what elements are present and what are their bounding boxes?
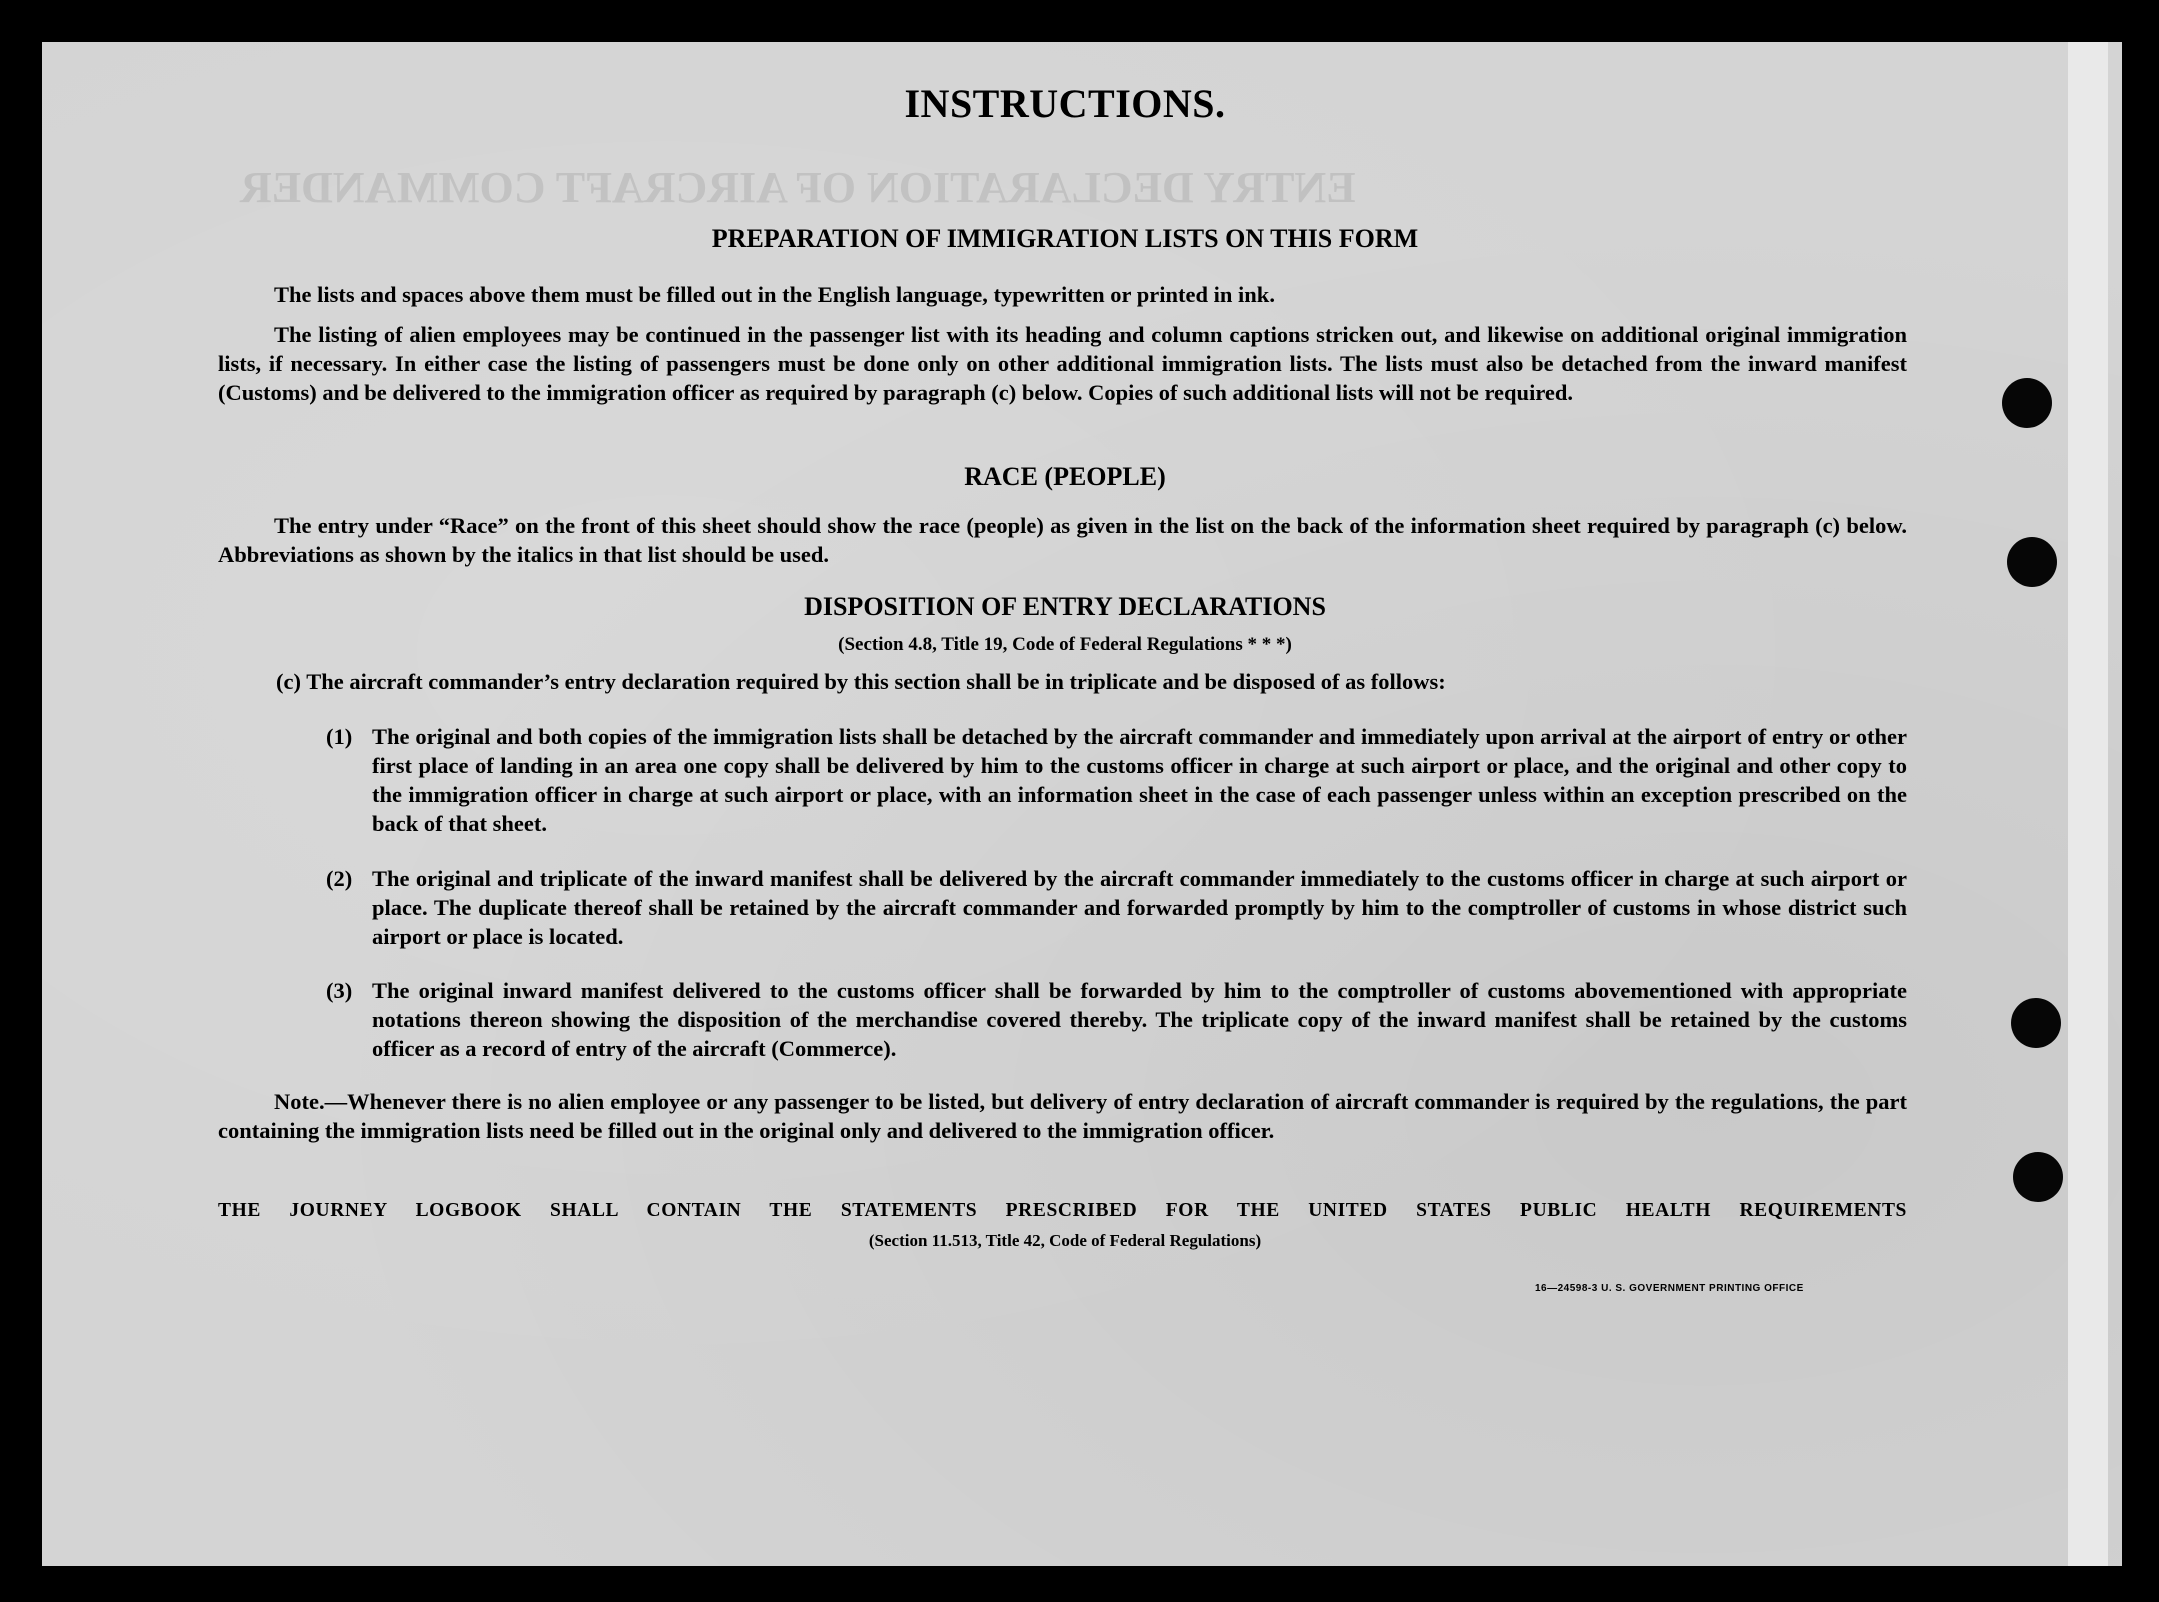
disposition-heading: DISPOSITION OF ENTRY DECLARATIONS <box>804 592 1326 621</box>
item-number: (1) <box>326 724 353 749</box>
item-text: The original inward manifest delivered to the customs officer shall be forwarded by him to the comptroller of customs abovementioned with appropriate notations thereon showing the disposition of the merchandise covered thereby. The triplicate copy of the inward manifest shall be retained by the customs officer as a record of entry of the aircraft (Commerce). <box>372 978 1907 1061</box>
preparation-paragraph-2: The listing of alien employees may be continued in the passenger list with its heading and column captions stricken out, and likewise on additional original immigration lists, if necessary. In either case the listing of passengers must be done only on other additional immigration lists. The lists must also be detached from the inward manifest (Customs) and be delivered to the immigration officer as required by paragraph (c) below. Copies of such additional lists will not be required. <box>218 322 1907 405</box>
printer-mark: 16—24598-3 U. S. GOVERNMENT PRINTING OFFICE <box>1535 1283 1804 1294</box>
public-health-statement: THE JOURNEY LOGBOOK SHALL CONTAIN THE STATEMENTS PRESCRIBED FOR THE UNITED STATES PUBLIC HEALTH REQUIREMENTS <box>218 1200 1907 1221</box>
punch-hole-3 <box>2011 998 2061 1048</box>
item-number: (3) <box>326 978 353 1003</box>
race-heading: RACE (PEOPLE) <box>964 462 1166 491</box>
disposition-item <box>326 864 1907 951</box>
item-text: The original and triplicate of the inward manifest shall be delivered by the aircraft commander immediately to the customs officer in charge at such airport or place. The duplicate thereof shall be retained by the aircraft commander and forwarded promptly by him to the comptroller of customs in whose district such airport or place is located. <box>372 866 1907 949</box>
item-number: (2) <box>326 866 353 891</box>
race-paragraph: The entry under “Race” on the front of this sheet should show the race (people) as given in the list on the back of the information sheet required by paragraph (c) below. Abbreviations as shown by the italics in that list should be used. <box>218 513 1907 567</box>
page-edge-strip <box>2068 42 2108 1566</box>
page-title: INSTRUCTIONS. <box>904 81 1226 126</box>
punch-hole-1 <box>2002 378 2052 428</box>
disposition-citation: (Section 4.8, Title 19, Code of Federal Regulations * * *) <box>838 634 1292 655</box>
punch-hole-2 <box>2007 537 2057 587</box>
bleed-through-header: ENTRY DECLARATION OF AIRCRAFT COMMANDER <box>240 163 1356 212</box>
item-text: The original and both copies of the immigration lists shall be detached by the aircraft commander and immediately upon arrival at the airport of entry or other first place of landing in an area one copy shall be delivered by him to the customs officer in charge at such airport or place, and the original and other copy to the immigration officer in charge at such airport or place, with an information sheet in the case of each passenger unless within an exception prescribed on the back of that sheet. <box>372 724 1907 836</box>
preparation-paragraph-1: The lists and spaces above them must be filled out in the English language, typewritten or printed in ink. <box>274 282 1275 307</box>
note-paragraph: Note.—Whenever there is no alien employee or any passenger to be listed, but delivery of entry declaration of aircraft commander is required by the regulations, the part containing the immigration lists need be filled out in the original only and delivered to the immigration officer. <box>218 1089 1907 1143</box>
public-health-citation: (Section 11.513, Title 42, Code of Federal Regulations) <box>868 1231 1262 1250</box>
preparation-heading: PREPARATION OF IMMIGRATION LISTS ON THIS FORM <box>711 224 1419 253</box>
disposition-intro: (c) The aircraft commander’s entry declaration required by this section shall be in triplicate and be disposed of as follows: <box>276 669 1446 694</box>
disposition-item <box>326 722 1907 838</box>
disposition-item <box>326 976 1907 1063</box>
punch-hole-4 <box>2013 1152 2063 1202</box>
